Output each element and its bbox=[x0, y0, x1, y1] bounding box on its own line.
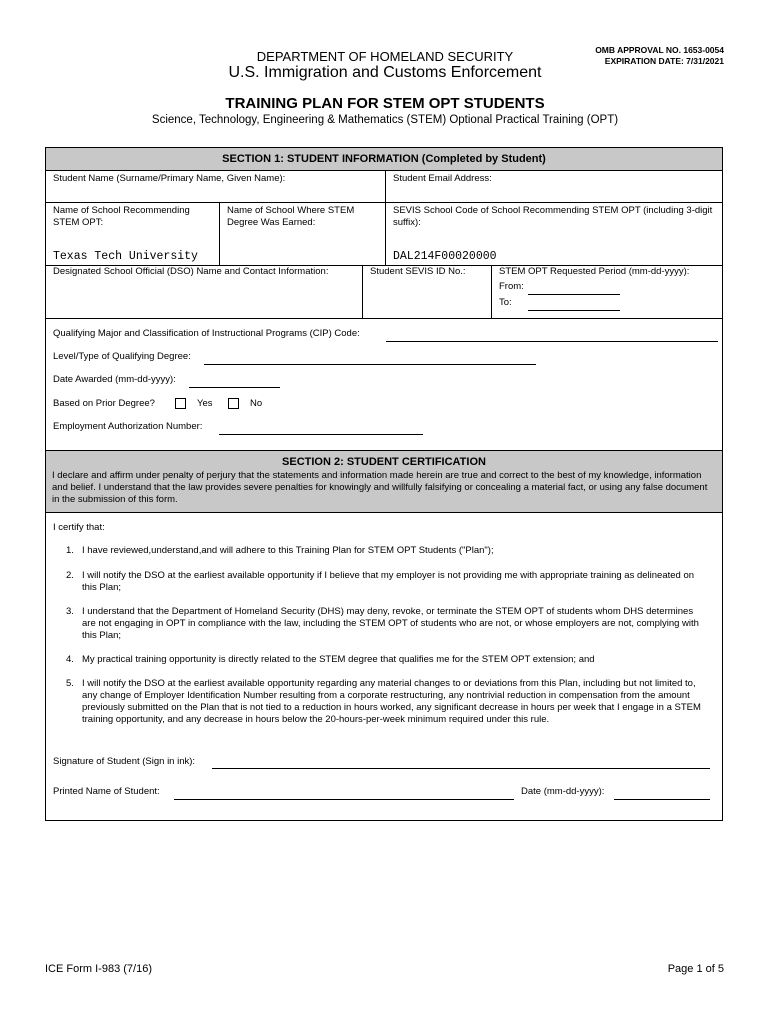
prior-degree-no-checkbox[interactable] bbox=[228, 398, 239, 409]
to-label: To: bbox=[499, 297, 512, 308]
from-label: From: bbox=[499, 281, 524, 292]
dso-field[interactable] bbox=[51, 280, 356, 314]
expiration-date: EXPIRATION DATE: 7/31/2021 bbox=[604, 56, 724, 66]
printed-name-label: Printed Name of Student: bbox=[53, 786, 160, 797]
school-recommending-label: Name of School Recommending STEM OPT: bbox=[53, 205, 190, 228]
student-name-field[interactable] bbox=[51, 184, 379, 200]
agency-name: U.S. Immigration and Customs Enforcement bbox=[228, 64, 542, 81]
student-email-field[interactable] bbox=[391, 184, 716, 200]
form-id: ICE Form I-983 (7/16) bbox=[45, 963, 152, 975]
signature-label: Signature of Student (Sign in ink): bbox=[53, 756, 196, 767]
school-degree-label: Name of School Where STEM Degree Was Earned: bbox=[227, 205, 355, 228]
no-label: No bbox=[250, 398, 263, 409]
school-degree-field[interactable] bbox=[225, 248, 380, 264]
dso-label: Designated School Official (DSO) Name and Contact Information: bbox=[53, 266, 329, 277]
sevis-code-label: SEVIS School Code of School Recommending STEM OPT (including 3-digit suffix): bbox=[393, 205, 713, 228]
date-awarded-field[interactable] bbox=[189, 387, 280, 388]
prior-degree-yes-checkbox[interactable] bbox=[175, 398, 186, 409]
section2-declaration: I declare and affirm under penalty of perjury that the statements and information made herein are true and correct to the best of my knowledge, information and belief. I understand that the law provides severe penalties for knowingly and willfully falsifying or concealing a material fact, or using any false document in the submission of this form. bbox=[52, 470, 708, 505]
prior-degree-label: Based on Prior Degree? bbox=[53, 398, 155, 409]
sevis-code-value[interactable]: DAL214F00020000 bbox=[393, 250, 497, 263]
section2-heading: SECTION 2: STUDENT CERTIFICATION bbox=[282, 456, 486, 468]
section2-header bbox=[46, 451, 722, 513]
school-recommending-value[interactable]: Texas Tech University bbox=[53, 250, 198, 263]
ead-field[interactable] bbox=[219, 434, 423, 435]
page-number: Page 1 of 5 bbox=[667, 963, 724, 975]
signature-field[interactable] bbox=[212, 768, 710, 769]
printed-name-field[interactable] bbox=[174, 799, 514, 800]
sevis-id-label: Student SEVIS ID No.: bbox=[370, 266, 466, 277]
form-body: SECTION 1: STUDENT INFORMATION (Completed by Student) Student Name (Surname/Primary Name, Given Name): Student Email Address: Name of School Recommending STEM OPT: Name of School Where STEM Degree Was Earned: SEVIS School Code of School Recommending STEM OPT (including 3-digit suffix): Texas Tech University DAL214F00020000 Designated School Official (DSO) Name and Contact Information: Student SEVIS ID No.: STEM OPT Requested Period (mm-dd-yyyy): From: To: Qualifying Major and Classification of Instructional Programs (CIP) Code: Level/Type of Qualifying Degree: Date Awarded (mm-dd-yyyy): Based on Prior Degree? Yes No Employment Authorization Number: SECTION 2: STUDENT CERTIFICATION I declare and affirm under penalty of perjury that the statements and information made herein are true and correct to the best of my knowledge, information and belief. I understand that the law provides severe penalties for knowingly and willfully falsifying or concealing a material fact, or using any false document in the submission of this form. I certify that: 1. I have reviewed,understand,and will adhere to this Training Plan for STEM OPT Students ("Plan"); 2. I will notify the DSO at the earliest available opportunity if I believe that my employer is not providing me with appropriate training as delineated on this Plan; 3. I understand that the Department of Homeland Security (DHS) may deny, revoke, or terminate the STEM OPT of students whom DHS determines are not engaging in OPT in compliance with the law, including the STEM OPT of students who are not, or whose employers are not, complying with this Plan; 4. My practical training opportunity is directly related to the STEM degree that qualifies me for the STEM OPT extension; and 5. I will notify the DSO at the earliest available opportunity regarding any material changes to or deviations from this Plan, including but not limited to, any change of Employer Identification Number resulting from a corporate restructuring, any nontrivial reduction in compensation from the amount previously submitted on the Plan that is not tied to a reduction in hours worked, any significant decrease in hours per week that I engage in a STEM training opportunity, and any decrease in hours below the 20-hours-per-week minimum required under this rule. Signature of Student (Sign in ink): Printed Name of Student: Date (mm-dd-yyyy): bbox=[45, 147, 723, 821]
department-name: DEPARTMENT OF HOMELAND SECURITY bbox=[256, 49, 514, 64]
cip-label: Qualifying Major and Classification of Instructional Programs (CIP) Code: bbox=[53, 328, 360, 339]
date-awarded-label: Date Awarded (mm-dd-yyyy): bbox=[53, 374, 176, 385]
date-field[interactable] bbox=[614, 799, 710, 800]
student-email-label: Student Email Address: bbox=[393, 173, 492, 184]
period-label: STEM OPT Requested Period (mm-dd-yyyy): bbox=[499, 266, 690, 277]
sevis-id-field[interactable] bbox=[368, 280, 486, 314]
degree-level-field[interactable] bbox=[204, 364, 536, 365]
form-title: TRAINING PLAN FOR STEM OPT STUDENTS bbox=[225, 95, 545, 112]
degree-level-label: Level/Type of Qualifying Degree: bbox=[53, 351, 191, 362]
form-subtitle: Science, Technology, Engineering & Mathematics (STEM) Optional Practical Training (OPT) bbox=[151, 114, 619, 126]
student-name-label: Student Name (Surname/Primary Name, Given Name): bbox=[53, 173, 286, 184]
date-label: Date (mm-dd-yyyy): bbox=[521, 786, 605, 797]
to-date-field[interactable] bbox=[528, 310, 620, 311]
section1-heading: SECTION 1: STUDENT INFORMATION (Completed by Student) bbox=[46, 148, 722, 171]
ead-label: Employment Authorization Number: bbox=[53, 421, 203, 432]
from-date-field[interactable] bbox=[528, 294, 620, 295]
certify-intro: I certify that: bbox=[53, 522, 105, 533]
omb-approval: OMB APPROVAL NO. 1653-0054 bbox=[595, 45, 724, 55]
cip-field[interactable] bbox=[386, 341, 718, 342]
yes-label: Yes bbox=[197, 398, 213, 409]
